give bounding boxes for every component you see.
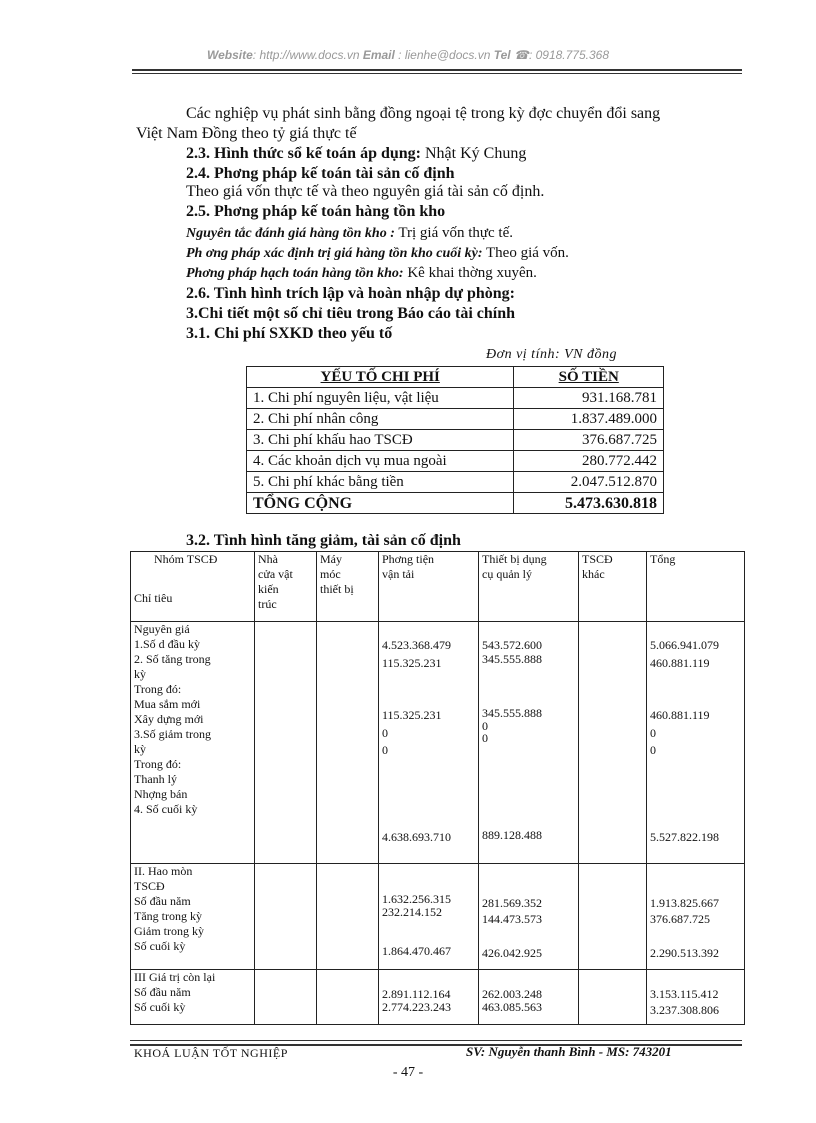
- valuation-principle-value: Trị giá vốn thực tế.: [394, 225, 514, 241]
- cost-amount: 1.837.489.000: [514, 409, 664, 430]
- page-number: - 47 -: [392, 1065, 424, 1080]
- ending-inventory-method: [186, 243, 569, 264]
- paragraph-line-2: Việt Nam Đồng theo tỷ giá thực tế: [136, 125, 357, 142]
- depreciation-labels: II. Hao mòn TSCĐ Số đầu năm Tăng trong kỳ Giảm trong kỳ Số cuối kỳ: [131, 864, 255, 970]
- inventory-accounting-method: [186, 263, 537, 284]
- table-row: [247, 409, 664, 430]
- table-header-row: [247, 367, 664, 388]
- footer-thesis-label: KHOÁ LUẬN TỐT NGHIỆP: [134, 1046, 288, 1060]
- residual-buildings: [255, 970, 317, 1025]
- cost-amount: 280.772.442: [514, 451, 664, 472]
- section-2-6-heading: 2.6. Tình hình trích lập và hoàn nhập dự phòng:: [186, 285, 515, 302]
- tel-value: ☎: 0918.775.368: [510, 48, 610, 62]
- header-group-indicator: [131, 552, 255, 622]
- column-header: SỐ TIỀN: [514, 367, 664, 388]
- cost-amount: 376.687.725: [514, 430, 664, 451]
- website-value: : http://www.docs.vn: [252, 48, 363, 62]
- inventory-accounting-method-value: Kê khai thờng xuyên.: [403, 265, 537, 281]
- original-cost-labels: Nguyên giá 1.Số d đầu kỳ 2. Số tăng trong kỳ Trong đó: Mua sắm mới Xây dựng mới 3.Số giảm trong kỳ Trong đó: Thanh lý Nhợng bán 4. Số cuối kỳ: [131, 622, 255, 864]
- original-cost-office-equipment: 543.572.600 345.555.888 345.555.888 0 0 889.128.488: [479, 622, 579, 864]
- residual-total: 3.153.115.412 3.237.308.806: [647, 970, 745, 1025]
- section-2-5-heading: 2.5. Phơng pháp kế toán hàng tồn kho: [186, 203, 446, 220]
- fixed-asset-table: [130, 551, 745, 1025]
- header-group: Nhóm TSCĐ: [154, 552, 218, 566]
- original-cost-machinery: [317, 622, 379, 864]
- table-row: [247, 451, 664, 472]
- ending-inventory-method-label: Ph ơng pháp xác định trị giá hàng tồn kho cuối kỳ:: [186, 246, 483, 261]
- residual-office-equipment: 262.003.248 463.085.563: [479, 970, 579, 1025]
- cost-item: 3. Chi phí khấu hao TSCĐ: [247, 430, 514, 451]
- section-2-3: [186, 144, 526, 164]
- unit-note: Đơn vị tính: VN đồng: [486, 347, 618, 362]
- depreciation-total: 1.913.825.667 376.687.725 2.290.513.392: [647, 864, 745, 970]
- original-cost-total: 5.066.941.079 460.881.119 460.881.119 0 0 5.527.822.198: [647, 622, 745, 864]
- email-label: Email: [362, 48, 395, 62]
- section-3-1-heading: 3.1. Chi phí SXKD theo yếu tố: [186, 325, 393, 342]
- section-3-heading: 3.Chi tiết một số chỉ tiêu trong Báo cáo tài chính: [186, 305, 516, 322]
- header-machinery: Máy móc thiết bị: [317, 552, 379, 622]
- residual-vehicles: 2.891.112.164 2.774.223.243: [379, 970, 479, 1025]
- residual-machinery: [317, 970, 379, 1025]
- header-office-equipment: Thiết bị dụng cụ quản lý: [479, 552, 579, 622]
- column-header: YẾU TỐ CHI PHÍ: [247, 367, 514, 388]
- paragraph-line-1: Các nghiệp vụ phát sinh bằng đồng ngoại tệ trong kỳ đợc chuyển đổi sang: [186, 105, 661, 122]
- header-rule-thin: [132, 73, 742, 74]
- header-vehicles: Phơng tiện vận tải: [379, 552, 479, 622]
- email-value: : lienhe@docs.vn: [394, 48, 494, 62]
- cost-table: [246, 366, 664, 514]
- depreciation-vehicles: 1.632.256.315 232.214.152 1.864.470.467: [379, 864, 479, 970]
- cost-item: 1. Chi phí nguyên liệu, vật liệu: [247, 388, 514, 409]
- cost-item: 4. Các khoản dịch vụ mua ngoài: [247, 451, 514, 472]
- total-label: TỔNG CỘNG: [247, 493, 514, 514]
- table-row: [247, 472, 664, 493]
- table-header-row: [131, 552, 745, 622]
- cost-item: 2. Chi phí nhân công: [247, 409, 514, 430]
- valuation-principle: [186, 223, 513, 244]
- total-amount: 5.473.630.818: [514, 493, 664, 514]
- table-row: [131, 970, 745, 1025]
- original-cost-other: [579, 622, 647, 864]
- tel-label: Tel: [493, 48, 511, 62]
- original-cost-buildings: [255, 622, 317, 864]
- cost-item: 5. Chi phí khác bằng tiền: [247, 472, 514, 493]
- section-2-4-text: Theo giá vốn thực tế và theo nguyên giá tài sản cố định.: [186, 183, 545, 200]
- header-rule: [132, 69, 742, 71]
- inventory-accounting-method-label: Phơng pháp hạch toán hàng tồn kho:: [186, 266, 404, 281]
- header-other-assets: TSCĐ khác: [579, 552, 647, 622]
- table-row: [247, 430, 664, 451]
- table-row: [131, 864, 745, 970]
- footer-rule: [130, 1040, 742, 1041]
- residual-labels: III Giá trị còn lại Số đầu năm Số cuối kỳ: [131, 970, 255, 1025]
- footer-student-info: SV: Nguyễn thanh Bình - MS: 743201: [466, 1044, 672, 1059]
- total-row: [247, 493, 664, 514]
- table-row: [131, 622, 745, 864]
- header-total: Tổng: [647, 552, 745, 622]
- section-2-4-heading: 2.4. Phơng pháp kế toán tài sản cố định: [186, 165, 455, 182]
- residual-other: [579, 970, 647, 1025]
- valuation-principle-label: Nguyên tắc đánh giá hàng tồn kho :: [186, 226, 395, 241]
- header-indicator: Chỉ tiêu: [134, 591, 173, 605]
- website-label: Website: [206, 48, 253, 62]
- original-cost-vehicles: 4.523.368.479 115.325.231 115.325.231 0 0 4.638.693.710: [379, 622, 479, 864]
- depreciation-buildings: [255, 864, 317, 970]
- cost-amount: 2.047.512.870: [514, 472, 664, 493]
- ending-inventory-method-value: Theo giá vốn.: [482, 245, 569, 261]
- section-2-3-value: Nhật Ký Chung: [421, 145, 527, 162]
- depreciation-other: [579, 864, 647, 970]
- depreciation-machinery: [317, 864, 379, 970]
- section-2-3-label: 2.3. Hình thức sổ kế toán áp dụng:: [186, 145, 421, 162]
- cost-amount: 931.168.781: [514, 388, 664, 409]
- section-3-2-heading: 3.2. Tình hình tăng giảm, tài sản cố định: [186, 532, 461, 549]
- page-header: [0, 48, 816, 62]
- table-row: [247, 388, 664, 409]
- depreciation-office-equipment: 281.569.352 144.473.573 426.042.925: [479, 864, 579, 970]
- header-buildings: Nhà cửa vật kiến trúc: [255, 552, 317, 622]
